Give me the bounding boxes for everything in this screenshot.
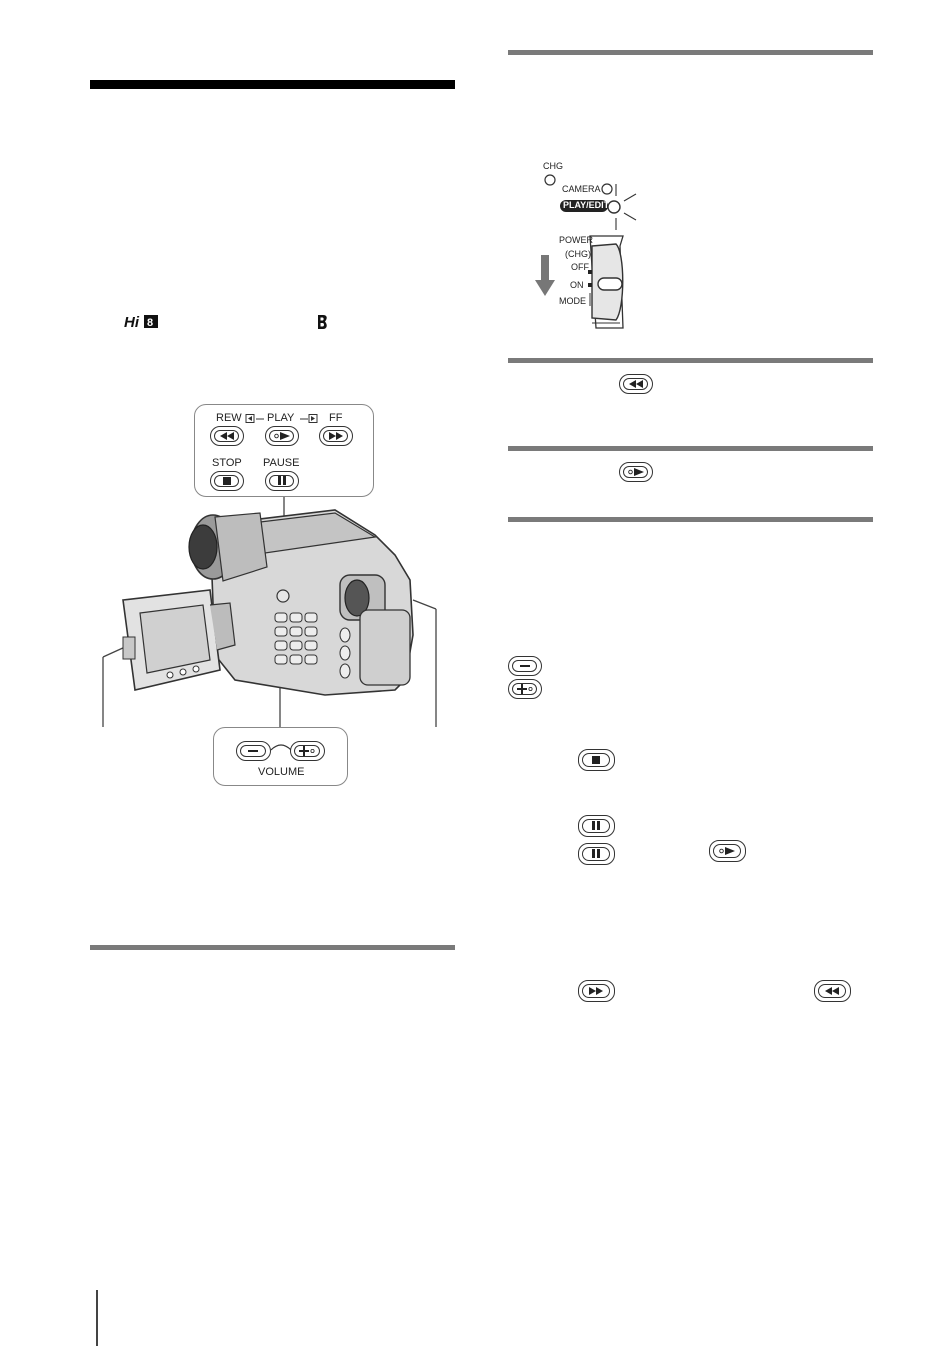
on-label: ON bbox=[570, 280, 584, 290]
pause-button[interactable] bbox=[265, 471, 299, 491]
svg-text:8: 8 bbox=[147, 317, 154, 329]
note-pause-icon-2 bbox=[578, 843, 615, 865]
mode-label: MODE bbox=[559, 296, 586, 306]
play-icon bbox=[719, 847, 735, 855]
fast-forward-icon bbox=[329, 432, 343, 440]
rew-button[interactable] bbox=[210, 426, 244, 446]
volume-arc bbox=[271, 742, 291, 754]
step-3-rule bbox=[508, 446, 873, 451]
play-icon bbox=[274, 432, 290, 440]
volume-panel bbox=[213, 727, 348, 786]
svg-text:Hi: Hi bbox=[124, 314, 139, 330]
note-volume-minus-icon bbox=[508, 656, 542, 676]
camcorder-illustration bbox=[95, 495, 455, 745]
note-play-icon bbox=[709, 840, 746, 862]
notes-rule bbox=[508, 517, 873, 522]
section-title-rule bbox=[90, 80, 455, 89]
stop-icon bbox=[223, 477, 231, 485]
stop-label: STOP bbox=[212, 457, 242, 469]
play-edit-label: PLAY/EDIT bbox=[563, 200, 610, 210]
off-label: OFF bbox=[571, 262, 589, 272]
pause-label: PAUSE bbox=[263, 457, 300, 469]
camera-label: CAMERA bbox=[562, 184, 601, 194]
rewind-icon bbox=[629, 380, 643, 388]
step-1-rule bbox=[508, 50, 873, 55]
play-label: PLAY bbox=[267, 412, 295, 424]
stop-button[interactable] bbox=[210, 471, 244, 491]
power-label: POWER bbox=[559, 235, 594, 245]
ff-label: FF bbox=[329, 412, 343, 424]
chg-indicator-label: CHG bbox=[543, 161, 563, 171]
hi8-logo bbox=[124, 314, 164, 330]
chg-paren-label: (CHG) bbox=[565, 249, 591, 259]
pause-icon bbox=[592, 849, 600, 858]
note-rew-icon bbox=[814, 980, 851, 1002]
ff-button[interactable] bbox=[319, 426, 353, 446]
note-stop-icon bbox=[578, 749, 615, 771]
step-2-rew-icon bbox=[619, 374, 653, 394]
volume-label: VOLUME bbox=[258, 766, 305, 778]
page-margin-line bbox=[96, 1290, 98, 1346]
stop-icon bbox=[592, 756, 600, 764]
volume-plus-icon bbox=[517, 684, 533, 694]
volume-minus-icon bbox=[520, 664, 530, 668]
volume-plus-button[interactable] bbox=[290, 741, 325, 761]
digital8-logo bbox=[316, 314, 330, 330]
note-ff-icon bbox=[578, 980, 615, 1002]
volume-minus-button[interactable] bbox=[236, 741, 271, 761]
pause-icon bbox=[592, 821, 600, 830]
note-pause-icon-1 bbox=[578, 815, 615, 837]
rewind-icon bbox=[220, 432, 234, 440]
play-button[interactable] bbox=[265, 426, 299, 446]
rewind-icon bbox=[825, 987, 839, 995]
volume-minus-icon bbox=[248, 749, 258, 753]
step-2-rule bbox=[508, 358, 873, 363]
play-ff-bracket-icon bbox=[299, 413, 319, 425]
note-volume-plus-icon bbox=[508, 679, 542, 699]
play-icon bbox=[628, 468, 644, 476]
playback-controls-panel bbox=[194, 404, 374, 497]
volume-plus-icon bbox=[299, 746, 315, 756]
section-rule-left bbox=[90, 945, 455, 950]
rew-play-bracket-icon bbox=[245, 413, 265, 425]
rew-label: REW bbox=[216, 412, 242, 424]
step-3-play-icon bbox=[619, 462, 653, 482]
fast-forward-icon bbox=[589, 987, 603, 995]
pause-icon bbox=[278, 476, 286, 485]
